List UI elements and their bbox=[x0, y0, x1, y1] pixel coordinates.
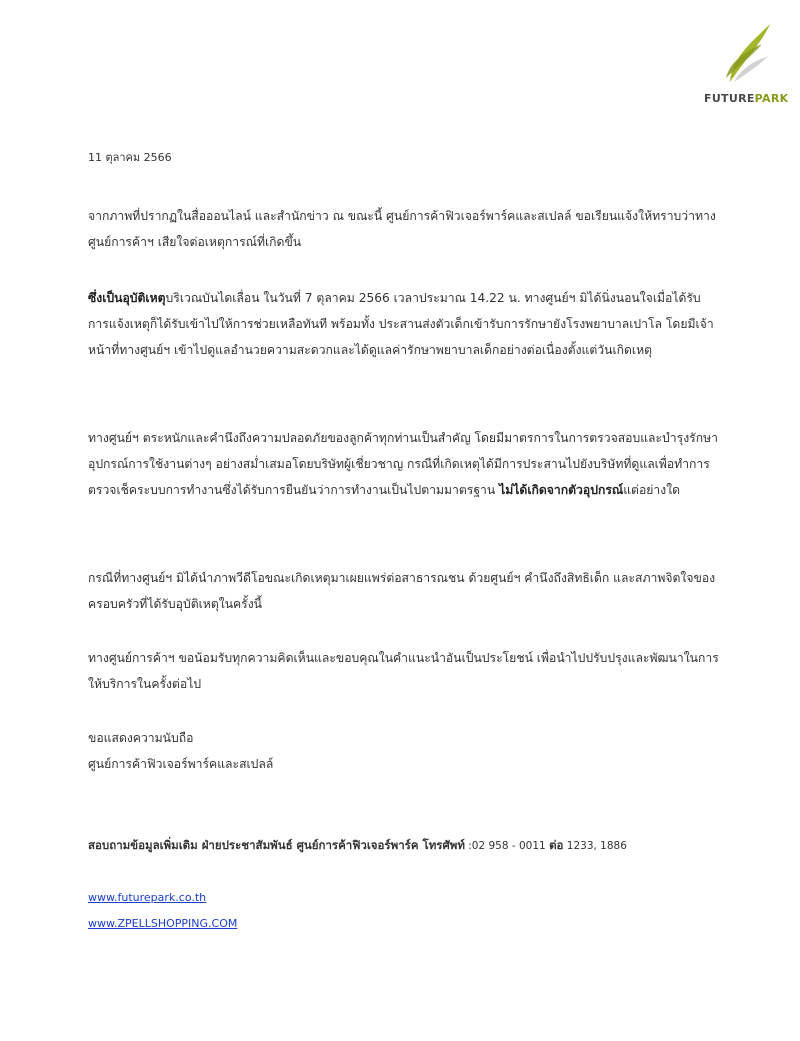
logo-wordmark: FUTUREPARK bbox=[704, 92, 789, 105]
contact-ext-label: ต่อ bbox=[549, 838, 564, 852]
paragraph-2 bbox=[88, 285, 720, 363]
paragraph-4: กรณีที่ทางศูนย์ฯ มิได้นำภาพวีดีโอขณะเกิดเหตุมาเผยแพร่ต่อสาธารณชน ด้วยศูนย์ฯ คำนึงถึงสิทธิเด็ก และสภาพจิตใจของครอบครัวที่ได้รับอุบัติเหตุในครั้งนี้ bbox=[88, 571, 716, 611]
paragraph-3-end: แต่อย่างใด bbox=[623, 483, 681, 497]
closing-line: ขอแสดงความนับถือ bbox=[88, 731, 194, 745]
contact-info bbox=[88, 832, 720, 859]
paragraph-2-text: บริเวณบันไดเลื่อน ในวันที่ 7 ตุลาคม 2566 เวลาประมาณ 14.22 น. ทางศูนย์ฯ มิได้นิ่งนอนใจเมื่อได้รับการแจ้งเหตุก็ได้รับเข้าไปให้การช่วยเหลือทันที พร้อมทั้ง ประสานส่งตัวเด็กเข้ารับการรักษายังโรงพยาบาลเปาโล โดยมีเจ้าหน้าที่ทางศูนย์ฯ เข้าไปดูแลอำนวยความสะดวกและได้ดูแลค่ารักษาพยาบาลเด็กอย่างต่อเนื่องตั้งแต่วันเกิดเหตุ bbox=[88, 291, 714, 357]
contact-label: สอบถามข้อมูลเพิ่มเติม ฝ่ายประชาสัมพันธ์ ศูนย์การค้าฟิวเจอร์พาร์ค โทรศัพท์ bbox=[88, 838, 465, 852]
paragraph-3-text: ทางศูนย์ฯ ตระหนักและคำนึงถึงความปลอดภัยของลูกค้าทุกท่านเป็นสำคัญ โดยมีมาตรการในการตรวจสอบและบำรุงรักษาอุปกรณ์การใช้งานต่างๆ อย่างสม่ำเสมอโดยบริษัทผู้เชี่ยวชาญ กรณีที่เกิดเหตุได้มีการประสานไปยังบริษัทที่ดูแลเพื่อทำการตรวจเช็คระบบการทำงานซึ่งได้รับการยืนยันว่าการทำงานเป็นไปตามมาตรฐาน bbox=[88, 431, 718, 497]
contact-phone: :02 958 - 0011 bbox=[464, 840, 550, 852]
contact-ext: 1233, 1886 bbox=[563, 840, 627, 852]
letter-date: 11 ตุลาคม 2566 bbox=[88, 151, 172, 164]
paragraph-5: ทางศูนย์การค้าฯ ขอน้อมรับทุกความคิดเห็นและขอบคุณในคำแนะนำอันเป็นประโยชน์ เพื่อนำไปปรับปรุงและพัฒนาในการให้บริการในครั้งต่อไป bbox=[88, 651, 719, 691]
closing-signature bbox=[88, 725, 720, 777]
paragraph-1: จากภาพที่ปรากฏในสื่อออนไลน์ และสำนักข่าว ณ ขณะนี้ ศูนย์การค้าฟิวเจอร์พาร์คและสเปลล์ ขอเรียนแจ้งให้ทราบว่าทางศูนย์การค้าฯ เสียใจต่อเหตุการณ์ที่เกิดขึ้น bbox=[88, 209, 716, 249]
futurepark-link[interactable]: www.futurepark.co.th bbox=[88, 891, 207, 904]
leaf-logo-icon bbox=[722, 22, 774, 84]
futurepark-logo bbox=[700, 22, 796, 106]
signature-name: ศูนย์การค้าฟิวเจอร์พาร์คและสเปลล์ bbox=[88, 757, 274, 771]
paragraph-3 bbox=[88, 425, 720, 503]
zpell-link[interactable]: www.ZPELLSHOPPING.COM bbox=[88, 917, 238, 930]
paragraph-2-bold: ซึ่งเป็นอุบัติเหตุ bbox=[88, 291, 166, 305]
paragraph-3-bold: ไม่ได้เกิดจากตัวอุปกรณ์ bbox=[499, 483, 624, 497]
